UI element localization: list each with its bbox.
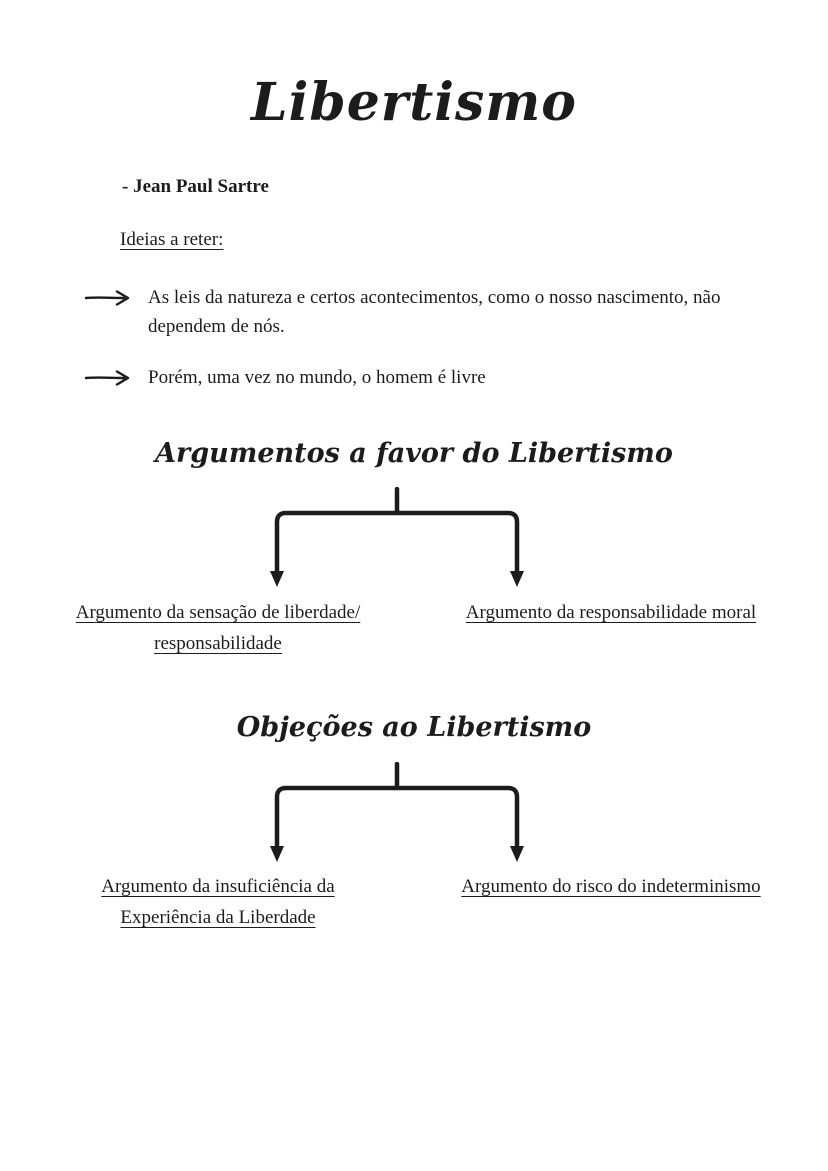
arrow-right-icon	[84, 368, 136, 393]
ideas-heading: Ideias a reter:	[120, 229, 224, 250]
page-title: Libertismo	[251, 72, 577, 133]
branch-label: Argumento da sensação de liberdade/ responsabilidade	[75, 602, 361, 654]
section-heading-pro: Argumentos a favor do Libertismo	[155, 438, 673, 469]
branch-label: Argumento da insuficiência da Experiência da Liberdade	[101, 876, 335, 928]
tree-connector	[267, 762, 527, 871]
bullet-item	[84, 363, 486, 393]
bullet-text: As leis da natureza e certos acontecimentos, como o nosso nascimento, não dependem de nós.	[148, 287, 721, 337]
bullet-item	[84, 283, 733, 341]
section-heading-objections: Objeções ao Libertismo	[236, 712, 592, 743]
branch-label: Argumento da responsabilidade moral	[465, 602, 757, 623]
arrow-right-icon	[84, 288, 136, 313]
bullet-text: Porém, uma vez no mundo, o homem é livre	[148, 367, 486, 388]
author-line: - Jean Paul Sartre	[122, 176, 269, 197]
tree-connector	[267, 487, 527, 596]
branch-label: Argumento do risco do indeterminismo	[461, 876, 761, 897]
